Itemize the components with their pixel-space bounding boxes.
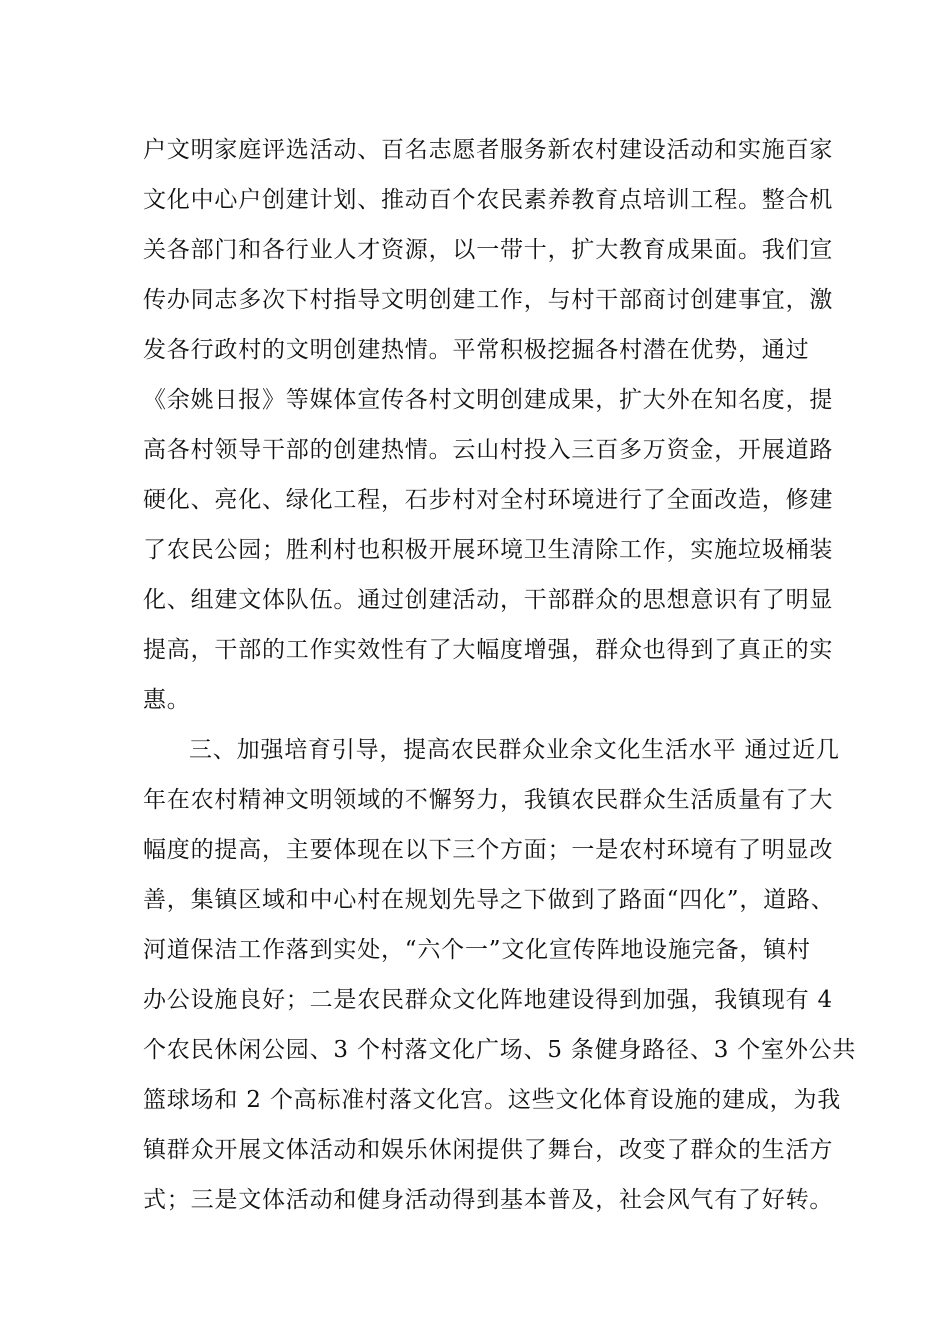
text-line: 幅度的提高，主要体现在以下三个方面；一是农村环境有了明显改 <box>143 837 834 863</box>
text-line: 传办同志多次下村指导文明创建工作，与村干部商讨创建事宜，激 <box>143 287 834 313</box>
text-line: 办公设施良好；二是农民群众文化阵地建设得到加强，我镇现有 4 <box>143 987 833 1013</box>
text-line: 式；三是文体活动和健身活动得到基本普及，社会风气有了好转。 <box>143 1187 834 1213</box>
text-line: 提高，干部的工作实效性有了大幅度增强，群众也得到了真正的实 <box>143 637 834 663</box>
text-line: 文化中心户创建计划、推动百个农民素养教育点培训工程。整合机 <box>143 187 834 213</box>
text-line: 善，集镇区域和中心村在规划先导之下做到了路面“四化”，道路、 <box>143 887 835 913</box>
text-line: 硬化、亮化、绿化工程，石步村对全村环境进行了全面改造，修建 <box>143 487 834 513</box>
text-line: 《余姚日报》等媒体宣传各村文明创建成果，扩大外在知名度，提 <box>143 387 834 413</box>
section-heading-line: 三、加强培育引导，提高农民群众业余文化生活水平 通过近几 <box>189 737 840 763</box>
text-line: 化、组建文体队伍。通过创建活动，干部群众的思想意识有了明显 <box>143 587 834 613</box>
text-line: 河道保洁工作落到实处，“六个一”文化宣传阵地设施完备，镇村 <box>143 937 811 963</box>
text-line: 户文明家庭评选活动、百名志愿者服务新农村建设活动和实施百家 <box>143 137 834 163</box>
text-line: 惠。 <box>143 687 191 713</box>
text-line: 关各部门和各行业人才资源，以一带十，扩大教育成果面。我们宣 <box>143 237 834 263</box>
text-line: 篮球场和 2 个高标准村落文化宫。这些文化体育设施的建成，为我 <box>143 1087 842 1113</box>
text-line: 了农民公园；胜利村也积极开展环境卫生清除工作，实施垃圾桶装 <box>143 537 834 563</box>
text-line: 镇群众开展文体活动和娱乐休闲提供了舞台，改变了群众的生活方 <box>143 1137 834 1163</box>
text-line: 个农民休闲公园、3 个村落文化广场、5 条健身路径、3 个室外公共 <box>143 1037 857 1063</box>
text-line: 发各行政村的文明创建热情。平常积极挖掘各村潜在优势，通过 <box>143 337 810 363</box>
text-line: 年在农村精神文明领域的不懈努力，我镇农民群众生活质量有了大 <box>143 787 834 813</box>
text-line: 高各村领导干部的创建热情。云山村投入三百多万资金，开展道路 <box>143 437 834 463</box>
